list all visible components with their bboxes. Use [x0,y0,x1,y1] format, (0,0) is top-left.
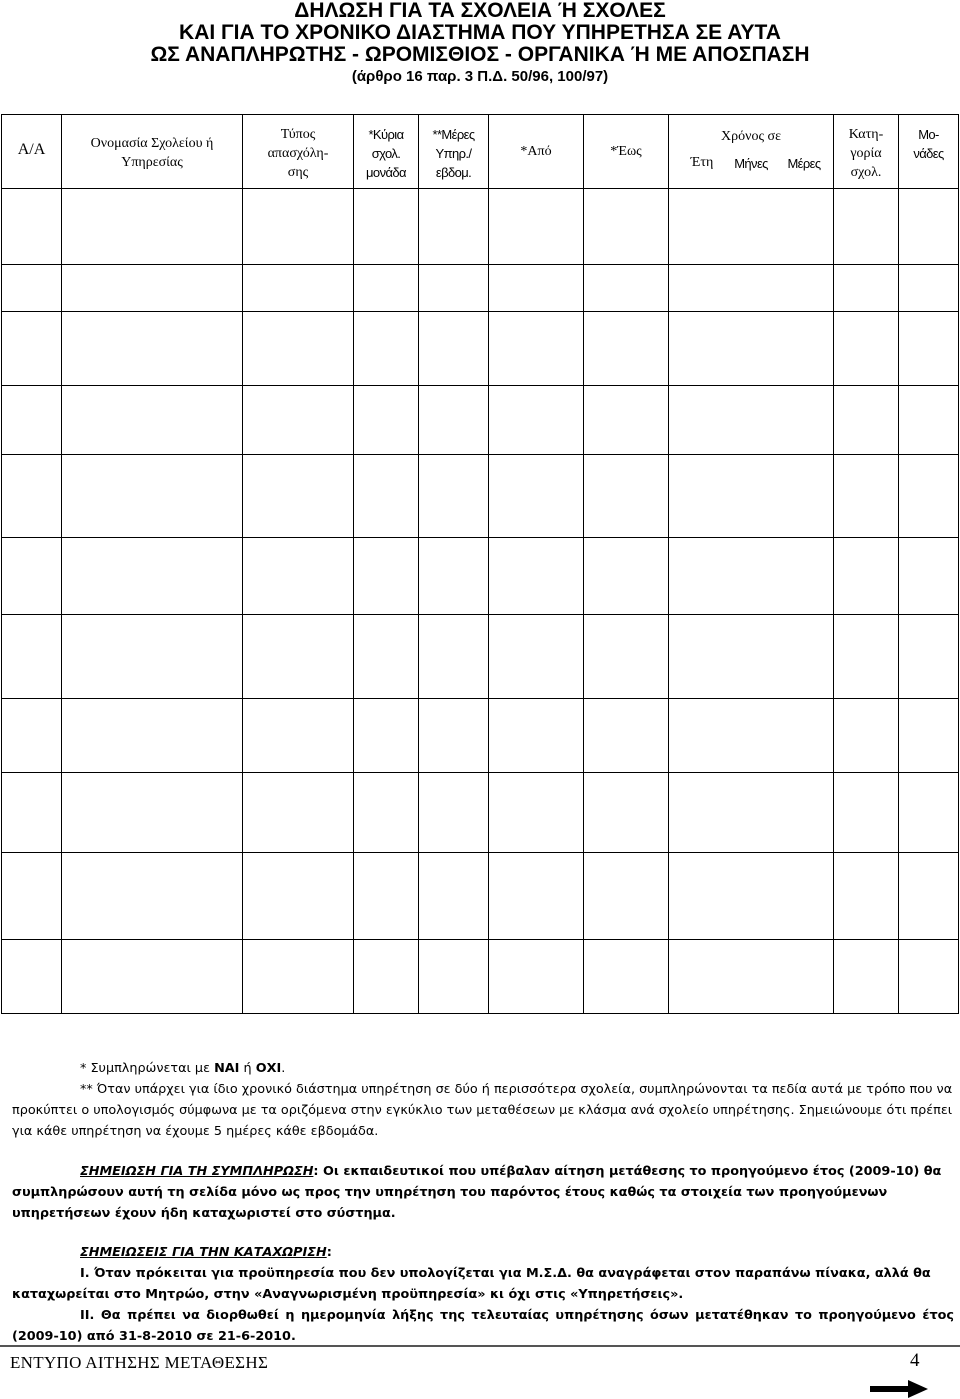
service-table [0,114,960,1014]
header-months: Μήνες [734,156,768,171]
page-footer [0,1342,960,1399]
registration-note-1: Ι. Όταν πρόκειται για προϋπηρεσία που δεν υπολογίζεται για Μ.Σ.Δ. θα αναγράφεται στον παραπάνω πίνακα, αλλά θα καταχωρείται στο Μητρώο, στην «Αναγνωρισμένη προϋπηρεσία» κι όχι στις «Υπηρετήσεις». [12,1266,931,1302]
filling-note-heading: ΣΗΜΕΙΩΣΗ ΓΙΑ ΤΗ ΣΥΜΠΛΗΡΩΣΗ [80,1164,314,1179]
header-main-line-3: μονάδα [366,165,406,180]
header-days-line-3: εβδομ. [435,165,472,180]
form-notes [12,1058,954,1347]
page-number: 4 [910,1350,920,1371]
header-school-line-1: Ονομασία Σχολείου ή [90,136,214,151]
header-school-category [834,125,898,182]
header-time-in: Χρόνος σε [721,129,781,144]
note-no: ΟΧΙ [255,1061,282,1076]
header-aa: Α/Α [17,141,46,158]
header-days: Μέρες [787,156,821,171]
header-to: *Έως [610,144,642,159]
header-category-line-1: Κατη- [848,127,884,142]
header-days-line-2: Υπηρ./ [435,146,472,161]
title-legal-reference: (άρθρο 16 παρ. 3 Π.Δ. 50/96, 100/97) [351,68,609,85]
header-main-school-unit [354,125,418,182]
registration-note-2: ΙΙ. Θα πρέπει να διορθωθεί η ημερομηνία λήξης της τελευταίας υπηρέτησης όσων μετατέθηκαν το προηγούμενο έτος (2009-10) από 31-8-2010 σε 21-6-2010. [12,1308,954,1344]
header-points-line-2: νάδες [913,146,944,161]
table-grid [0,114,960,1014]
title-line-3: ΩΣ ΑΝΑΠΛΗΡΩΤΗΣ - ΩΡΟΜΙΣΘΙΟΣ - ΟΡΓΑΝΙΚΑ Ή ΜΕ ΑΠΟΣΠΑΣΗ [150,43,810,66]
note-yes: ΝΑΙ [214,1061,240,1076]
title-line-2: ΚΑΙ ΓΙΑ ΤΟ ΧΡΟΝΙΚΟ ΔΙΑΣΤΗΜΑ ΠΟΥ ΥΠΗΡΕΤΗΣΑ ΣΕ ΑΥΤΑ [179,21,781,44]
footer-title: ΕΝΤΥΠΟ ΑΙΤΗΣΗΣ ΜΕΤΑΘΕΣΗΣ [10,1353,269,1372]
header-days-per-week [419,125,488,182]
header-years: Έτη [690,155,714,170]
header-employment-type [243,125,353,182]
note-or: ή [239,1061,256,1076]
header-school-name [62,134,242,172]
header-category-line-2: γορία [850,146,882,161]
header-type-line-2: απασχόλη- [267,146,329,161]
form-title [0,0,960,88]
header-points [899,125,958,163]
header-category-line-3: σχολ. [850,165,882,180]
header-school-line-2: Υπηρεσίας [121,155,183,170]
footer-divider [0,1345,960,1347]
header-days-line-1: **Μέρες [432,127,475,142]
filling-note [12,1161,954,1224]
registration-notes-colon: : [326,1245,332,1260]
header-main-line-2: σχολ. [371,146,401,161]
note-double-asterisk: ** Όταν υπάρχει για ίδιο χρονικό διάστημα υπηρέτηση σε δύο ή περισσότερα σχολεία, συμπληρώνονται τα πεδία αυτά με τρόπο που να προκύπτει ο υπολογισμός σύμφωνα με τα οριζόμενα στην εγκύκλιο των μεταθέσεων με κλάσμα ανά σχολείο υπηρέτησης. Σημειώνουμε ότι πρέπει για κάθε υπηρέτηση να έχουμε 5 ημέρες κάθε εβδομάδα. [12,1082,953,1139]
header-main-line-1: *Κύρια [368,127,404,142]
note-asterisk-text: * Συμπληρώνεται με [80,1061,215,1076]
registration-notes-title: ΣΗΜΕΙΩΣΕΙΣ ΓΙΑ ΤΗΝ ΚΑΤΑΧΩΡΙΣΗ [80,1245,327,1260]
header-type-line-1: Τύπος [280,127,316,142]
filling-note-body: : Οι εκπαιδευτικοί που υπέβαλαν αίτηση μετάθεσης το προηγούμενο έτος (2009-10) θα συμπληρώσουν αυτή τη σελίδα μόνο ως προς την υπηρέτηση του παρόντος έτους καθώς τα στοιχεία των προηγούμενων υπηρετήσεων έχουν ήδη καταχωριστεί στο σύστημα. [12,1164,942,1221]
note-end: . [281,1061,286,1076]
header-type-line-3: σης [287,165,309,180]
header-points-line-1: Μο- [918,127,939,142]
registration-notes-heading [80,1242,954,1263]
title-line-1: ΔΗΛΩΣΗ ΓΙΑ ΤΑ ΣΧΟΛΕΙΑ Ή ΣΧΟΛΕΣ [294,0,666,22]
next-page-arrow-icon [866,1380,930,1398]
header-from: *Από [520,144,552,159]
note-asterisk [80,1058,954,1079]
